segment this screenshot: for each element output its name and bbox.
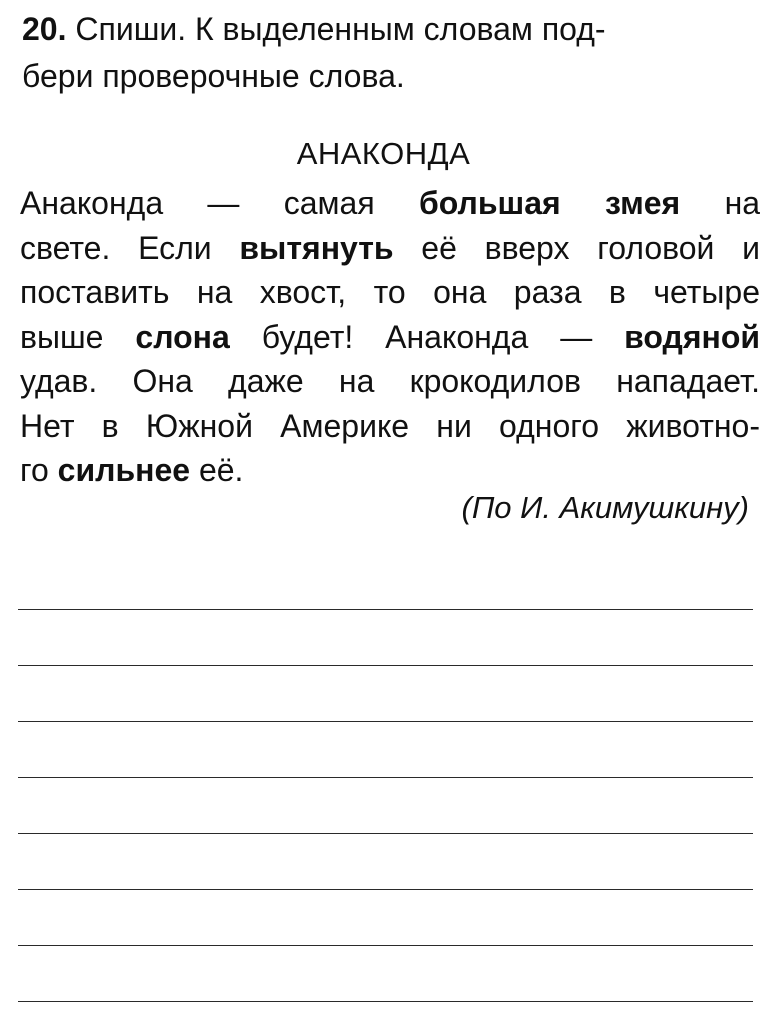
highlighted-word: водяной: [624, 318, 760, 355]
writing-line[interactable]: [18, 889, 753, 890]
writing-line[interactable]: [18, 1001, 753, 1002]
task-line-2: [22, 53, 752, 100]
text-title: АНАКОНДА: [296, 136, 471, 171]
highlighted-word: вытянуть: [239, 229, 394, 266]
text-plain: выше: [20, 318, 104, 355]
writing-line[interactable]: [18, 777, 753, 778]
text-line-3: [20, 270, 760, 315]
text-line-6: [20, 404, 760, 449]
text-plain: её вверх головой и: [421, 229, 760, 266]
text-line-5: [20, 359, 760, 404]
writing-line[interactable]: [18, 833, 753, 834]
highlighted-word: сильнее: [57, 452, 191, 488]
text-line-1: [20, 181, 760, 226]
task-instruction-2: бери проверочные слова.: [22, 58, 405, 94]
text-plain: удав. Она даже на крокодилов нападает.: [20, 363, 760, 399]
task-line-1: [22, 6, 752, 53]
text-author: (По И. Акимушкину): [461, 490, 749, 525]
text-plain: Нет в Южной Америке ни одного животно-: [20, 407, 760, 444]
task-header: [22, 6, 752, 100]
text-plain: на: [724, 185, 760, 221]
text-plain: поставить на хвост, то она раза в четыре: [20, 274, 760, 310]
text-line-2: [20, 226, 760, 271]
task-instruction-1: Спиши. К выделенным словам под-: [75, 11, 606, 47]
highlighted-word: большая змея: [419, 185, 681, 221]
text-plain: будет! Анаконда —: [261, 318, 593, 355]
writing-line[interactable]: [18, 945, 753, 946]
writing-line[interactable]: [18, 665, 753, 666]
writing-line[interactable]: [18, 609, 753, 610]
writing-line[interactable]: [18, 721, 753, 722]
text-line-4: [20, 315, 760, 360]
text-plain: Анаконда — самая: [20, 185, 375, 221]
highlighted-word: слона: [135, 318, 230, 355]
main-text: [20, 181, 760, 493]
text-plain: го: [20, 452, 49, 488]
text-plain: её.: [198, 452, 244, 488]
task-number: 20.: [22, 11, 67, 47]
text-plain: свете. Если: [20, 229, 212, 266]
